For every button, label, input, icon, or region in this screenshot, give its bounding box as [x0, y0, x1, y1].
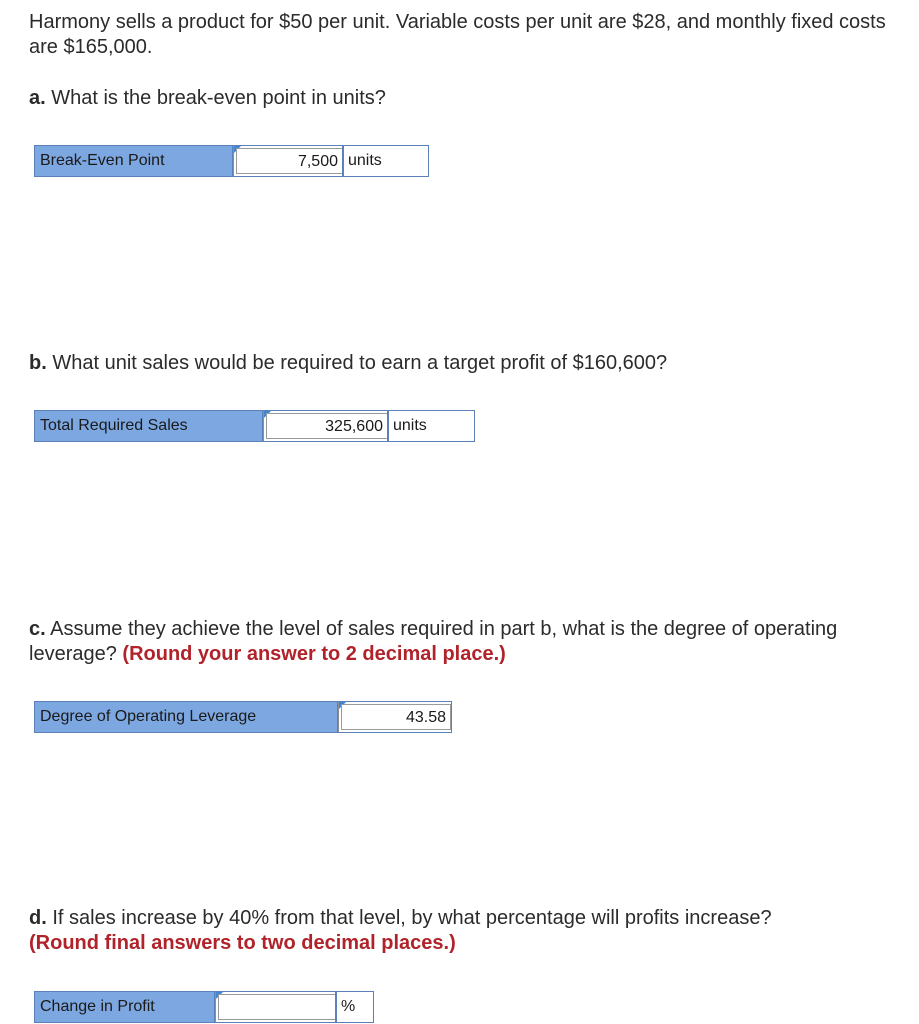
change-in-profit-input[interactable] [218, 994, 335, 1020]
question-c-text: Assume they achieve the level of sales required in part b, what is the degree of operating leverage? [29, 618, 838, 665]
total-required-sales-label: Total Required Sales [34, 410, 263, 442]
question-c [29, 617, 889, 667]
question-c-hint: (Round your answer to 2 decimal place.) [122, 643, 506, 665]
question-d-letter: d. [29, 907, 47, 929]
degree-of-operating-leverage-input[interactable]: 43.58 [341, 704, 451, 730]
answer-b-table [34, 410, 475, 442]
break-even-point-input-cell[interactable] [233, 145, 343, 177]
answer-a-table [34, 145, 429, 177]
total-required-sales-unit: units [388, 410, 475, 442]
break-even-point-input[interactable]: 7,500 [236, 148, 342, 174]
question-b [29, 351, 889, 376]
question-b-letter: b. [29, 352, 47, 374]
question-b-text: What unit sales would be required to earn a target profit of $160,600? [52, 352, 668, 374]
break-even-point-label: Break-Even Point [34, 145, 233, 177]
change-in-profit-unit: % [336, 991, 374, 1023]
problem-intro [29, 10, 889, 60]
total-required-sales-input-cell[interactable] [263, 410, 388, 442]
answer-d-table [34, 991, 374, 1023]
answer-c-table [34, 701, 452, 733]
question-d-text: If sales increase by 40% from that level, by what percentage will profits increase? [52, 907, 772, 929]
degree-of-operating-leverage-label: Degree of Operating Leverage [34, 701, 338, 733]
change-in-profit-input-cell[interactable] [215, 991, 336, 1023]
question-c-letter: c. [29, 618, 46, 640]
question-a [29, 86, 889, 111]
question-a-letter: a. [29, 87, 46, 109]
change-in-profit-label: Change in Profit [34, 991, 215, 1023]
question-a-text: What is the break-even point in units? [51, 87, 386, 109]
question-d [29, 906, 889, 956]
total-required-sales-input[interactable]: 325,600 [266, 413, 387, 439]
intro-text: Harmony sells a product for $50 per unit. Variable costs per unit are $28, and monthly fixed costs are $165,000. [29, 11, 886, 58]
degree-of-operating-leverage-input-cell[interactable] [338, 701, 452, 733]
break-even-point-unit: units [343, 145, 429, 177]
question-d-hint: (Round final answers to two decimal places.) [29, 932, 456, 954]
